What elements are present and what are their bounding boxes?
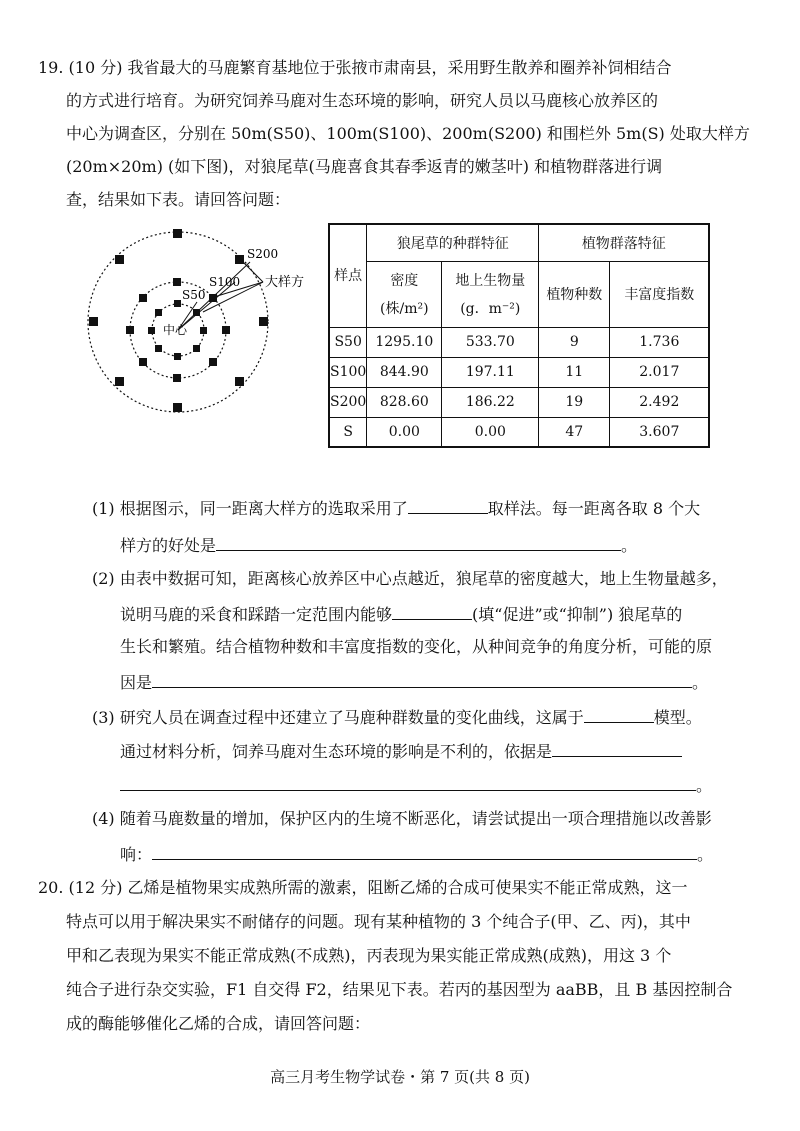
label-s200: S200 bbox=[247, 247, 279, 261]
sample-square bbox=[173, 403, 182, 412]
label-sample: 大样方 bbox=[265, 275, 305, 290]
sample-square bbox=[173, 374, 181, 382]
q20-line-3: 甲和乙表现为果实不能正常成熟(不成熟)，丙表现为果实能正常成熟(成熟)，用这 3 个 bbox=[66, 946, 672, 965]
cell-density: 0.00 bbox=[367, 417, 442, 447]
cell-richness: 2.492 bbox=[610, 387, 710, 417]
cell-point: S bbox=[329, 417, 367, 447]
sample-square bbox=[259, 317, 268, 326]
sample-square bbox=[115, 255, 124, 264]
cell-species: 9 bbox=[539, 327, 610, 357]
cell-richness: 3.607 bbox=[610, 417, 710, 447]
sample-square bbox=[148, 327, 155, 334]
cell-density: 1295.10 bbox=[367, 327, 442, 357]
cell-species: 19 bbox=[539, 387, 610, 417]
label-center: 中心 bbox=[163, 323, 188, 337]
cell-point: S100 bbox=[329, 357, 367, 387]
sampling-diagram bbox=[85, 222, 325, 422]
pointer-line bbox=[240, 259, 263, 282]
q19-line-4: (20m×20m) (如下图)，对狼尾草(马鹿喜食其春季返青的嫩茎叶) 和植物群落进行调 bbox=[66, 157, 663, 176]
cell-biomass: 197.11 bbox=[442, 357, 539, 387]
header-community: 植物群落特征 bbox=[539, 224, 710, 261]
q20-line-1: 20. (12 分) 乙烯是植物果实成熟所需的激素，阻断乙烯的合成可使果实不能正常成熟，这一 bbox=[38, 878, 688, 897]
header-density: 密度 (株/m²) bbox=[367, 261, 442, 327]
cell-point: S50 bbox=[329, 327, 367, 357]
sub2-line-4: 因是 。 bbox=[120, 673, 709, 692]
answer-blank[interactable] bbox=[552, 740, 682, 757]
answer-blank[interactable] bbox=[584, 706, 654, 723]
data-table bbox=[328, 223, 710, 448]
q20-line-4: 纯合子进行杂交实验，F1 自交得 F2，结果见下表。若丙的基因型为 aaBB，且 B 基因控制合 bbox=[66, 980, 733, 999]
sample-square bbox=[115, 377, 124, 386]
q19-line-3: 中心为调查区，分别在 50m(S50)、100m(S100)、200m(S200) 和围栏外 5m(S) 处取大样方 bbox=[66, 124, 750, 143]
sub2-line-1: (2) 由表中数据可知，距离核心放养区中心点越近，狼尾草的密度越大，地上生物量越多， bbox=[92, 569, 728, 588]
cell-richness: 1.736 bbox=[610, 327, 710, 357]
cell-point: S200 bbox=[329, 387, 367, 417]
table-row bbox=[329, 387, 709, 417]
answer-blank[interactable] bbox=[408, 497, 488, 514]
cell-biomass: 0.00 bbox=[442, 417, 539, 447]
sub3-line-2: 通过材料分析，饲养马鹿对生态环境的影响是不利的，依据是 bbox=[120, 740, 682, 762]
answer-blank[interactable] bbox=[392, 603, 472, 620]
answer-blank[interactable] bbox=[120, 774, 696, 791]
sub2-line-3: 生长和繁殖。结合植物种数和丰富度指数的变化，从种间竞争的角度分析，可能的原 bbox=[120, 637, 713, 656]
sub3-line-3: 。 bbox=[120, 774, 712, 796]
header-biomass: 地上生物量 (g．m⁻²) bbox=[442, 261, 539, 327]
table-row bbox=[329, 327, 709, 357]
sample-square bbox=[222, 326, 230, 334]
answer-blank[interactable] bbox=[216, 534, 621, 551]
sample-square bbox=[139, 358, 147, 366]
sample-square bbox=[235, 255, 244, 264]
sample-square bbox=[155, 309, 162, 316]
sample-square bbox=[193, 345, 200, 352]
q19-line-1: 19. (10 分) 我省最大的马鹿繁育基地位于张掖市肃南县，采用野生散养和圈养补饲相结合 bbox=[38, 58, 672, 77]
sample-square bbox=[235, 377, 244, 386]
header-richness: 丰富度指数 bbox=[610, 261, 710, 327]
sub4-line-2: 响： 。 bbox=[120, 845, 714, 864]
label-s100: S100 bbox=[209, 275, 241, 289]
header-population: 狼尾草的种群特征 bbox=[367, 224, 539, 261]
sample-square bbox=[126, 326, 134, 334]
cell-species: 11 bbox=[539, 357, 610, 387]
sample-square bbox=[174, 353, 181, 360]
q19-line-5: 查，结果如下表。请回答问题： bbox=[66, 190, 291, 209]
sample-square bbox=[173, 229, 182, 238]
sub3-line-1: (3) 研究人员在调查过程中还建立了马鹿种群数量的变化曲线，这属于 模型。 bbox=[92, 708, 702, 727]
header-species: 植物种数 bbox=[539, 261, 610, 327]
label-s50: S50 bbox=[182, 288, 206, 302]
cell-density: 844.90 bbox=[367, 357, 442, 387]
cell-richness: 2.017 bbox=[610, 357, 710, 387]
sub2-line-2: 说明马鹿的采食和踩踏一定范围内能够 (填“促进”或“抑制”) 狼尾草的 bbox=[120, 605, 683, 624]
header-point: 样点 bbox=[329, 224, 367, 327]
sub1-line-1: (1) 根据图示，同一距离大样方的选取采用了 取样法。每一距离各取 8 个大 bbox=[92, 499, 701, 518]
sub4-line-1: (4) 随着马鹿数量的增加，保护区内的生境不断恶化，请尝试提出一项合理措施以改善影 bbox=[92, 809, 712, 828]
sample-square bbox=[174, 300, 181, 307]
sample-squares bbox=[89, 229, 268, 412]
page-footer: 高三月考生物学试卷・第 7 页(共 8 页) bbox=[270, 1068, 530, 1086]
cell-density: 828.60 bbox=[367, 387, 442, 417]
sub1-line-2: 样方的好处是 。 bbox=[120, 536, 638, 555]
sample-square bbox=[139, 294, 147, 302]
table-row bbox=[329, 417, 709, 447]
q20-line-5: 成的酶能够催化乙烯的合成，请回答问题： bbox=[66, 1014, 371, 1033]
sample-square bbox=[200, 327, 207, 334]
cell-biomass: 186.22 bbox=[442, 387, 539, 417]
cell-species: 47 bbox=[539, 417, 610, 447]
table-row bbox=[329, 357, 709, 387]
sample-square bbox=[89, 317, 98, 326]
sample-square bbox=[209, 358, 217, 366]
sample-square bbox=[173, 278, 181, 286]
answer-blank[interactable] bbox=[152, 671, 692, 688]
cell-biomass: 533.70 bbox=[442, 327, 539, 357]
sample-square bbox=[155, 345, 162, 352]
answer-blank[interactable] bbox=[152, 843, 697, 860]
q19-line-2: 的方式进行培育。为研究饲养马鹿对生态环境的影响，研究人员以马鹿核心放养区的 bbox=[66, 91, 659, 110]
q20-line-2: 特点可以用于解决果实不耐储存的问题。现有某种植物的 3 个纯合子(甲、乙、丙)，其中 bbox=[66, 912, 691, 931]
